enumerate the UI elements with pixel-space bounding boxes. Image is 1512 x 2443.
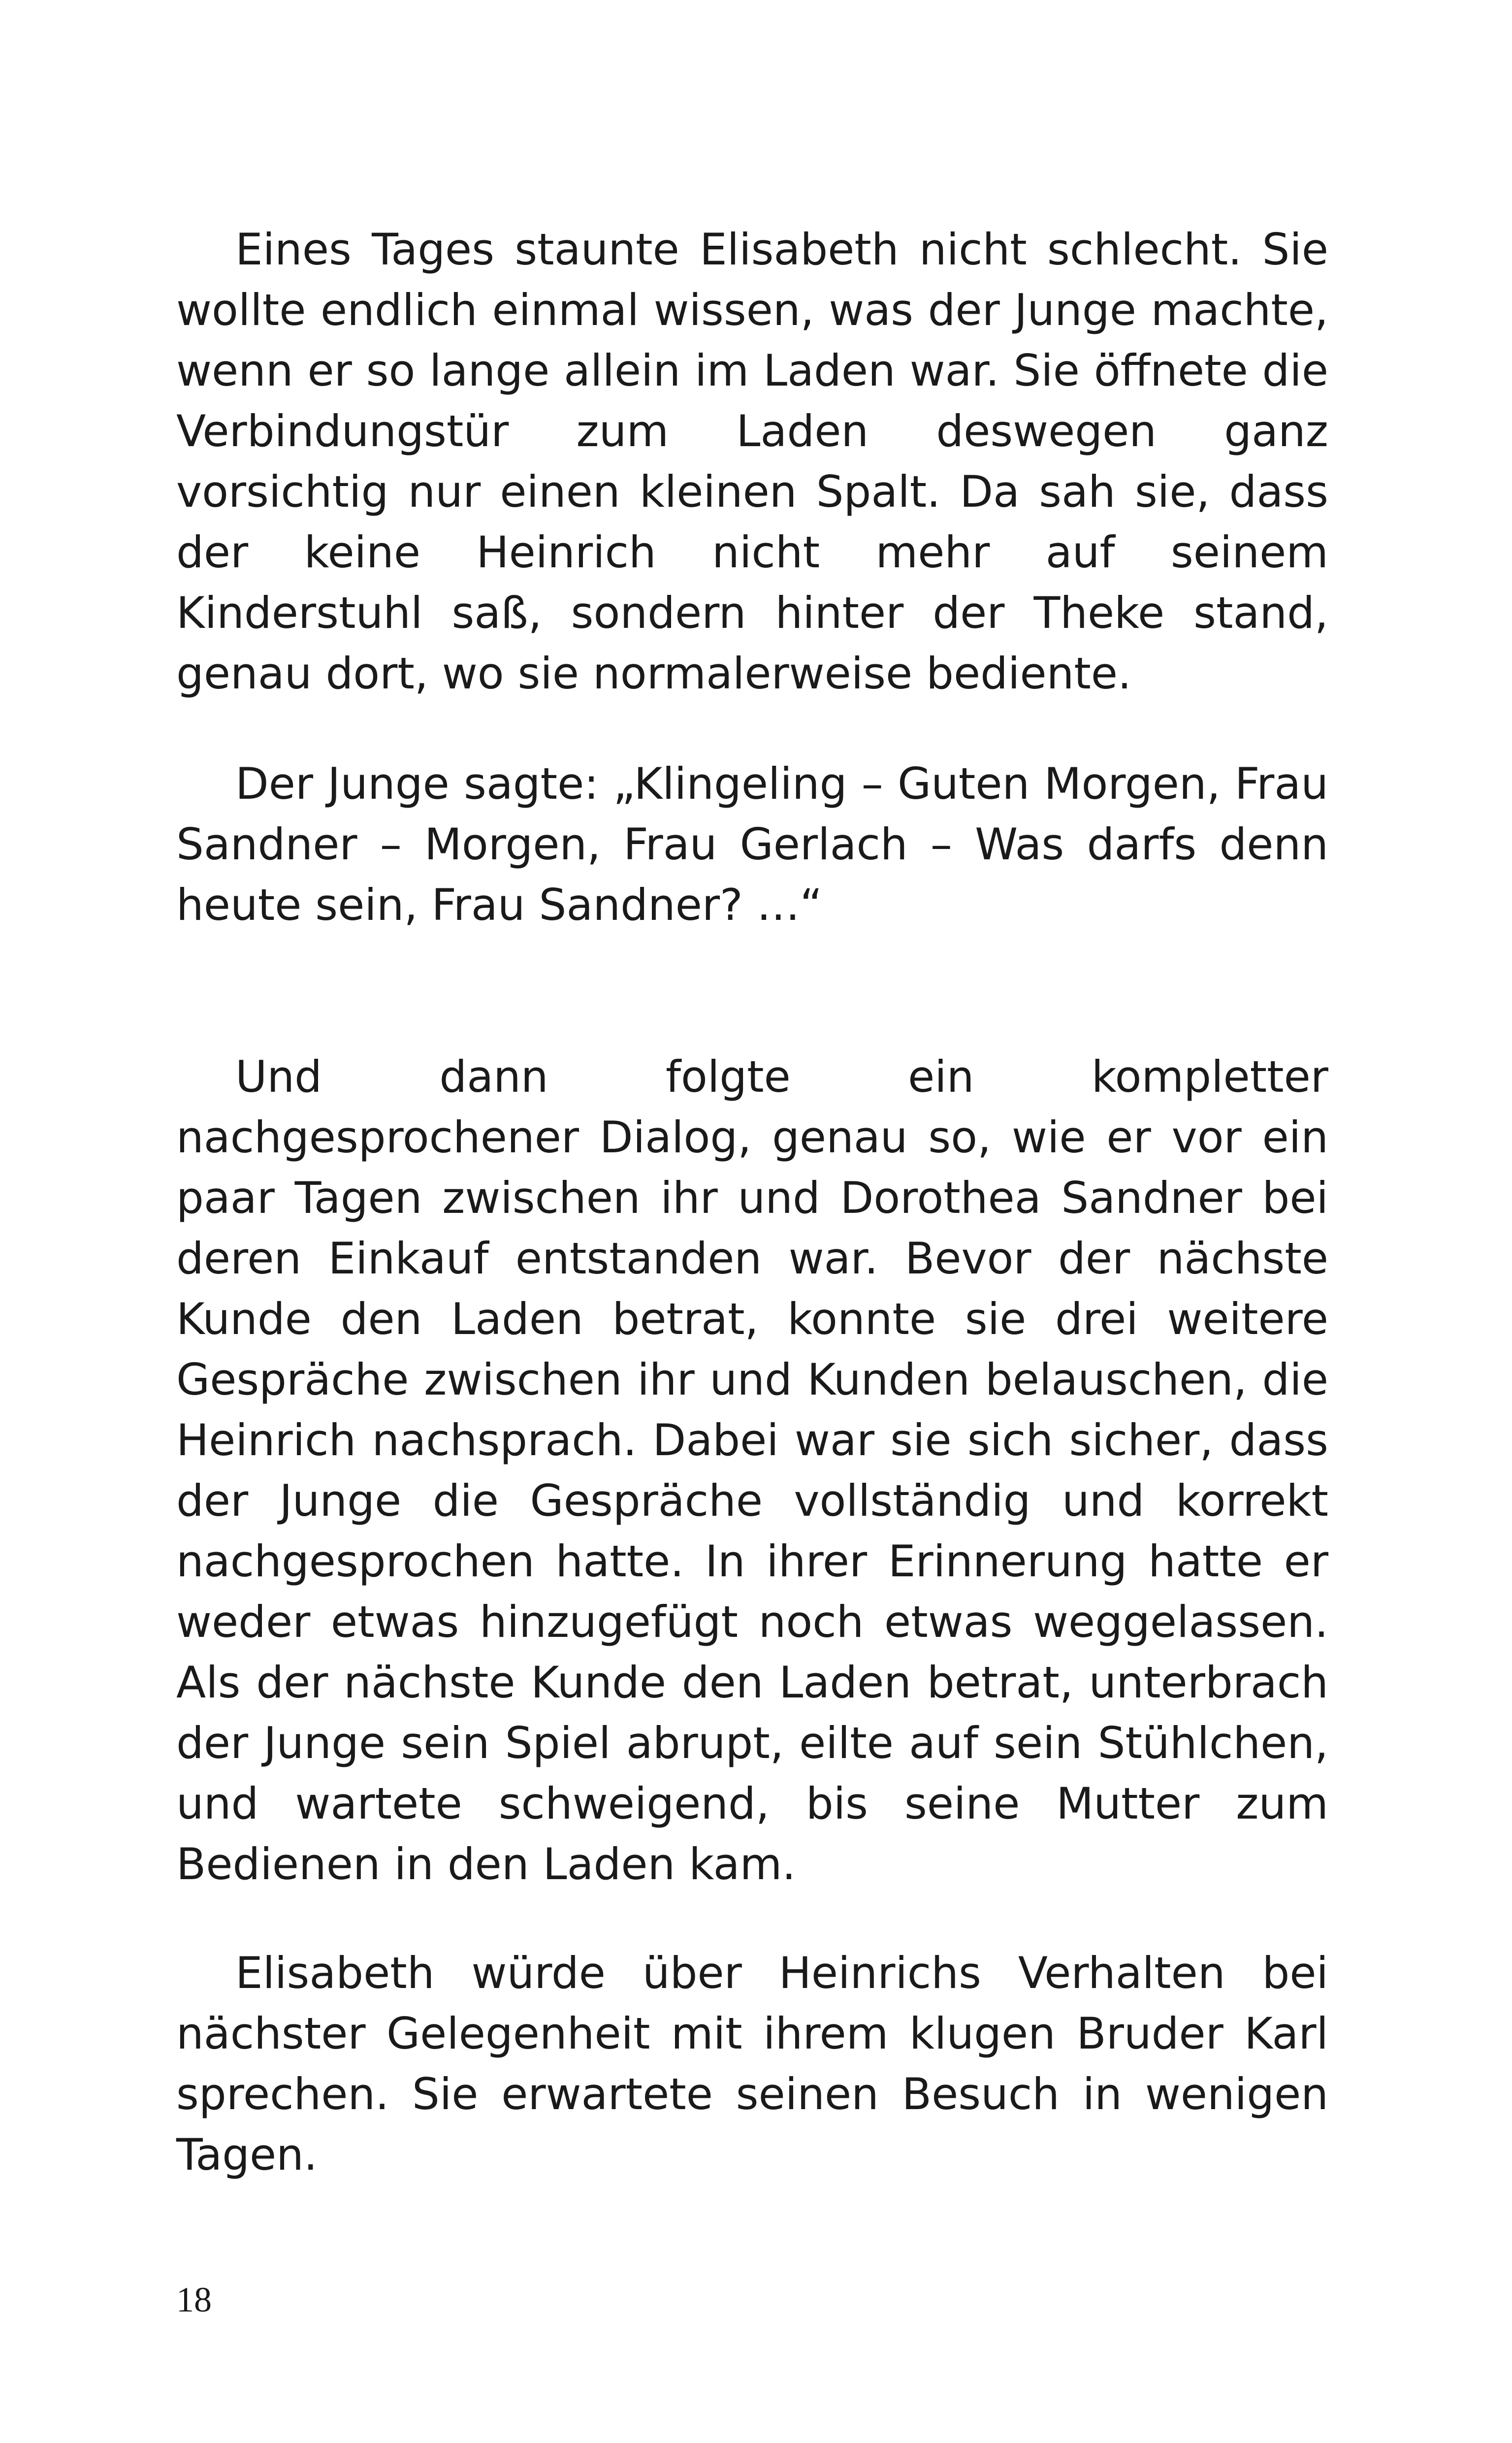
paragraph-text: Elisabeth würde über Heinrichs Verhalten bei nächster Gelegenheit mit ihrem klugen Bruder Karl sprechen. Sie erwartete seinen Besuch in wenigen Tagen. — [176, 1948, 1328, 2180]
paragraph-text: Der Junge sagte: „Klingeling – Guten Morgen, Frau Sandner – Morgen, Frau Gerlach – Was darfs denn heute sein, Frau Sandner? …“ — [176, 758, 1328, 930]
paragraph-text: Und dann folgte ein kompletter nachgesprochener Dialog, genau so, wie er vor ein paar Tagen zwischen ihr und Dorothea Sandner bei deren Einkauf entstanden war. Bevor der nächste Kunde den Laden betrat, konnte sie drei weitere Gespräche zwischen ihr und Kunden belauschen, die Heinrich nachsprach. Dabei war sie sich sicher, dass der Junge die Gespräche vollständig und korrekt nachgesprochen hatte. In ihrer Erinnerung hatte er weder etwas hinzugefügt noch etwas weggelassen. Als der nächste Kunde den Laden betrat, unterbrach der Junge sein Spiel abrupt, eilte auf sein Stühlchen, und wartete schweigend, bis seine Mutter zum Bedienen in den Laden kam. — [176, 1051, 1328, 1889]
paragraph — [176, 753, 1328, 935]
paragraph — [176, 1046, 1328, 1894]
paragraph-text: Eines Tages staunte Elisabeth nicht schlecht. Sie wollte endlich einmal wissen, was der Junge machte, wenn er so lange allein im Laden war. Sie öffnete die Verbindungstür zum Laden deswegen ganz vorsichtig nur einen kleinen Spalt. Da sah sie, dass der keine Heinrich nicht mehr auf seinem Kinderstuhl saß, sondern hinter der Theke stand, genau dort, wo sie normalerweise bediente. — [176, 224, 1328, 699]
paragraph — [176, 219, 1328, 704]
paragraph — [176, 1943, 1328, 2185]
page-number: 18 — [176, 2280, 212, 2319]
